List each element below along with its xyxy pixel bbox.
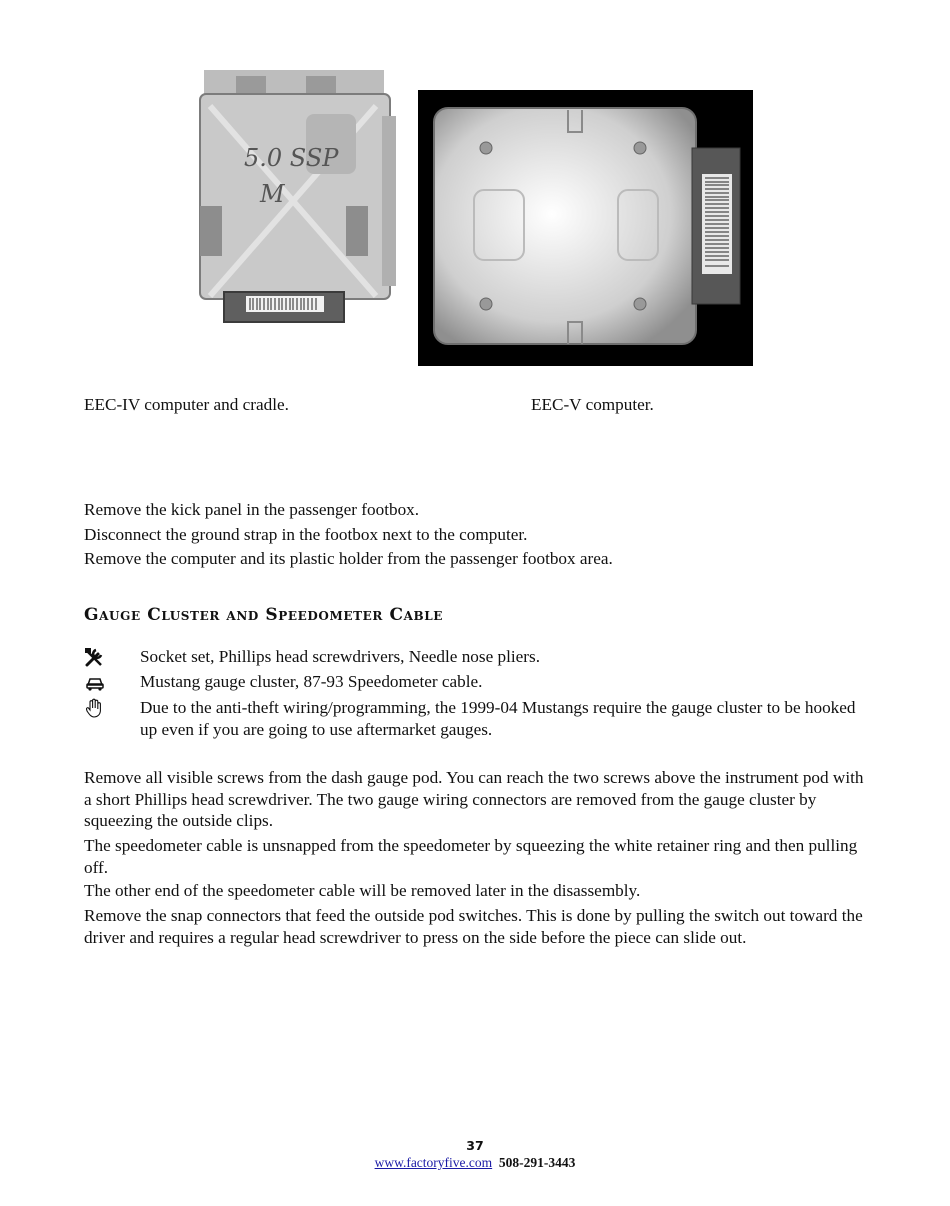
section-heading: Gauge Cluster and Speedometer Cable (84, 605, 444, 625)
tools-icon (84, 647, 106, 667)
page-number: 37 (466, 1138, 484, 1153)
eec-v-computer-photo (418, 90, 753, 366)
body-paragraph: The other end of the speedometer cable will be removed later in the disassembly. (84, 881, 641, 900)
body-paragraph: Remove the snap connectors that feed the outside pod switches. This is done by pulling the switch out toward the driver and requires a regular head screwdriver to press on the side before the piece can slide out. (84, 906, 863, 947)
intro-paragraph: Disconnect the ground strap in the footbox next to the computer. (84, 525, 528, 544)
list-item: Due to the anti-theft wiring/programming, the 1999-04 Mustangs require the gauge cluster to be hooked up even if you are going to use aftermarket gauges. (84, 697, 874, 740)
body-paragraph: The speedometer cable is unsnapped from the speedometer by squeezing the white retainer ring and then pulling off. (84, 836, 858, 877)
car-icon (84, 672, 106, 692)
eec-iv-computer-photo (196, 66, 418, 366)
hand-icon (84, 698, 106, 718)
eec-iv-caption: EEC-IV computer and cradle. (84, 395, 289, 414)
phone-number: 508-291-3443 (498, 1155, 576, 1170)
footer-contact (0, 1155, 950, 1171)
list-item: Socket set, Phillips head screwdrivers, Needle nose pliers. (84, 646, 874, 668)
website-link[interactable]: www.factoryfive.com (374, 1155, 493, 1170)
eec-iv-handwritten-label: 5.0 SSP (244, 144, 339, 172)
intro-paragraph: Remove the computer and its plastic holder from the passenger footbox area. (84, 549, 613, 568)
intro-paragraph: Remove the kick panel in the passenger footbox. (84, 500, 420, 519)
body-paragraph: Remove all visible screws from the dash gauge pod. You can reach the two screws above the instrument pod with a short Phillips head screwdriver. The two gauge wiring connectors are removed from the gauge cluster by squeezing the outside clips. (84, 768, 864, 830)
list-item: Mustang gauge cluster, 87-93 Speedometer cable. (84, 671, 874, 693)
svg-text:M: M (260, 180, 285, 208)
eec-v-caption: EEC-V computer. (531, 395, 654, 414)
